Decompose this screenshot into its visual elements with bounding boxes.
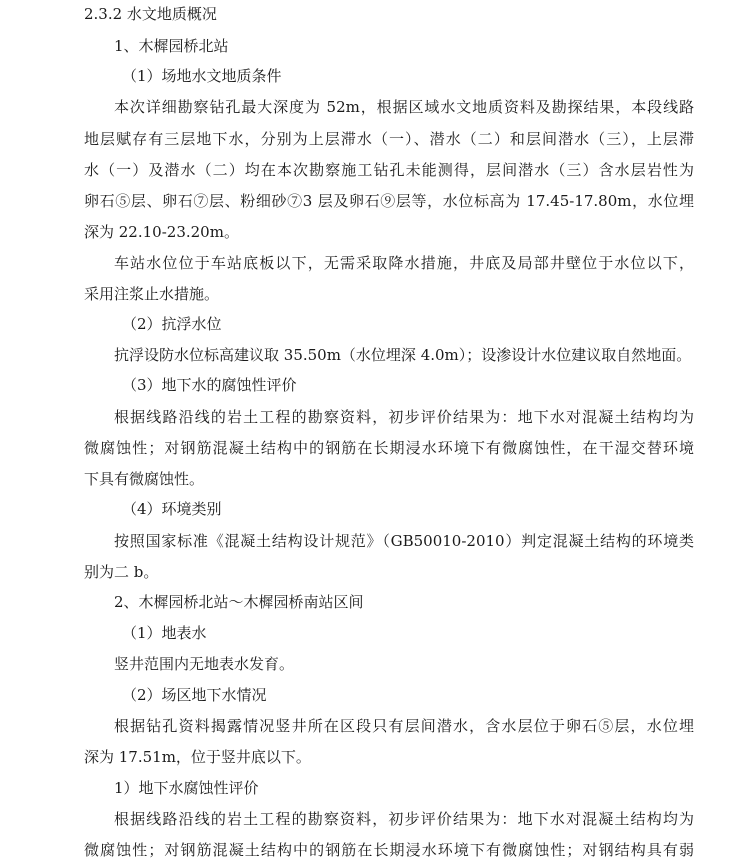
paragraph-line: 卵石⑤层、卵石⑦层、粉细砂⑦3 层及卵石⑨层等，水位标高为 17.45-17.80m，水位埋 bbox=[84, 192, 694, 210]
part1-sub3-heading: （3）地下水的腐蚀性评价 bbox=[122, 376, 297, 394]
section-heading: 2.3.2 水文地质概况 bbox=[84, 5, 217, 23]
paragraph-line: 地层赋存有三层地下水，分别为上层滞水（一）、潜水（二）和层间潜水（三），上层滞 bbox=[84, 130, 694, 148]
paragraph-line: 车站水位位于车站底板以下，无需采取降水措施，井底及局部井壁位于水位以下， bbox=[114, 254, 694, 272]
part2-sub2-heading: （2）场区地下水情况 bbox=[122, 686, 267, 704]
paragraph-line: 深为 17.51m，位于竖井底以下。 bbox=[84, 748, 311, 766]
paragraph-line: 微腐蚀性；对钢筋混凝土结构中的钢筋在长期浸水环境下有微腐蚀性，在干湿交替环境 bbox=[84, 439, 694, 457]
paragraph-line: 抗浮设防水位标高建议取 35.50m（水位埋深 4.0m）；设渗设计水位建议取自然地面。 bbox=[114, 346, 692, 364]
paragraph-line: 本次详细勘察钻孔最大深度为 52m，根据区域水文地质资料及勘探结果，本段线路 bbox=[114, 98, 694, 116]
part2-sub1-heading: （1）地表水 bbox=[122, 624, 207, 642]
part2-sub3-heading: 1）地下水腐蚀性评价 bbox=[114, 779, 259, 797]
paragraph-line: 下具有微腐蚀性。 bbox=[84, 470, 205, 488]
part1-sub2-heading: （2）抗浮水位 bbox=[122, 315, 222, 333]
paragraph-line: 别为二 b。 bbox=[84, 563, 159, 581]
paragraph-line: 竖井范围内无地表水发育。 bbox=[114, 655, 295, 673]
paragraph-line: 深为 22.10-23.20m。 bbox=[84, 223, 239, 241]
part1-sub4-heading: （4）环境类别 bbox=[122, 500, 222, 518]
part1-sub1-heading: （1）场地水文地质条件 bbox=[122, 67, 282, 85]
paragraph-line: 根据钻孔资料揭露情况竖井所在区段只有层间潜水，含水层位于卵石⑤层，水位埋 bbox=[114, 717, 694, 735]
paragraph-line: 根据线路沿线的岩土工程的勘察资料，初步评价结果为：地下水对混凝土结构均为 bbox=[114, 810, 694, 828]
paragraph-line: 微腐蚀性；对钢筋混凝土结构中的钢筋在长期浸水环境下有微腐蚀性；对钢结构具有弱 bbox=[84, 841, 694, 859]
paragraph-line: 根据线路沿线的岩土工程的勘察资料，初步评价结果为：地下水对混凝土结构均为 bbox=[114, 408, 694, 426]
paragraph-line: 水（一）及潜水（二）均在本次勘察施工钻孔未能测得，层间潜水（三）含水层岩性为 bbox=[84, 161, 694, 179]
part2-heading: 2、木樨园桥北站～木樨园桥南站区间 bbox=[114, 593, 364, 611]
paragraph-line: 按照国家标准《混凝土结构设计规范》（GB50010-2010）判定混凝土结构的环境类 bbox=[114, 532, 694, 550]
part1-heading: 1、木樨园桥北站 bbox=[114, 37, 229, 55]
paragraph-line: 采用注浆止水措施。 bbox=[84, 285, 220, 303]
